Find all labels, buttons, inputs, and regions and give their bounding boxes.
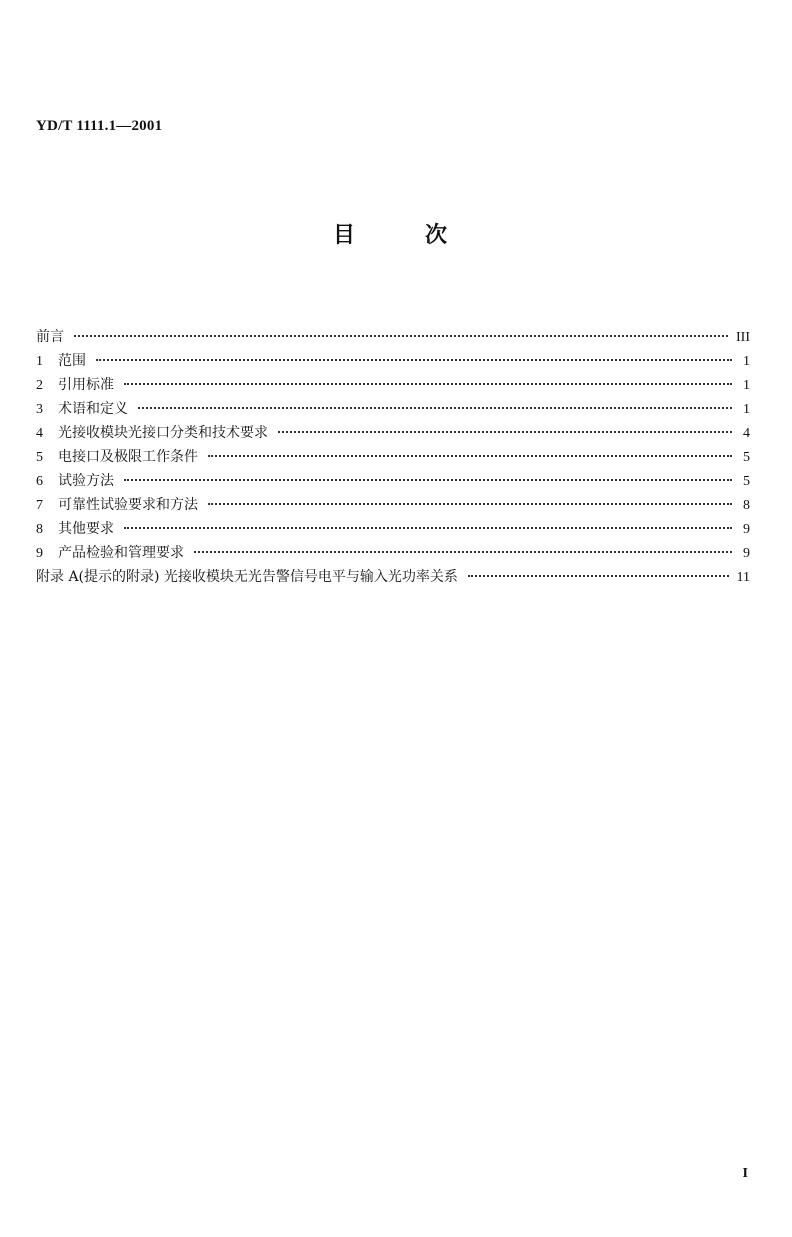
toc-entry-page: 8	[743, 498, 750, 513]
toc-entry-label: 产品检验和管理要求	[58, 545, 184, 561]
toc-entry-number: 2	[36, 378, 43, 393]
toc-entry-label: 术语和定义	[58, 401, 128, 417]
toc-entry-page: 11	[736, 570, 750, 585]
toc-entry[interactable]	[36, 568, 750, 592]
toc-entry[interactable]	[36, 376, 750, 400]
toc-leader	[278, 431, 732, 433]
toc-entry-label: 范围	[58, 353, 86, 369]
toc-entry-number: 1	[36, 354, 43, 369]
toc-entry-page: 9	[743, 546, 750, 561]
toc-entry[interactable]	[36, 520, 750, 544]
toc-leader	[208, 503, 732, 505]
toc-entry-page: III	[736, 330, 750, 345]
toc-entry[interactable]	[36, 400, 750, 424]
toc-entry-page: 5	[743, 450, 750, 465]
toc-entry-label: 附录 A(提示的附录) 光接收模块无光告警信号电平与输入光功率关系	[36, 569, 458, 585]
toc-entry-label: 可靠性试验要求和方法	[58, 497, 198, 513]
toc-leader	[74, 335, 728, 337]
toc-entry[interactable]	[36, 544, 750, 568]
toc-entry-number: 7	[36, 498, 43, 513]
page-number: I	[742, 1166, 748, 1181]
toc-entry-label: 光接收模块光接口分类和技术要求	[58, 425, 268, 441]
toc-entry-page: 1	[743, 354, 750, 369]
toc-entry[interactable]	[36, 472, 750, 496]
toc-leader	[194, 551, 732, 553]
toc-entry-number: 9	[36, 546, 43, 561]
toc-entry-label: 其他要求	[58, 521, 114, 537]
toc-entry[interactable]	[36, 328, 750, 352]
toc-leader	[124, 479, 732, 481]
toc-entry-number: 4	[36, 426, 43, 441]
toc-leader	[96, 359, 732, 361]
toc-list	[36, 328, 750, 592]
toc-entry[interactable]	[36, 448, 750, 472]
toc-entry-label: 引用标准	[58, 377, 114, 393]
toc-title: 目次	[332, 223, 517, 248]
toc-entry-page: 4	[743, 426, 750, 441]
toc-entry-number: 6	[36, 474, 43, 489]
toc-entry-page: 9	[743, 522, 750, 537]
toc-entry[interactable]	[36, 424, 750, 448]
toc-leader	[468, 575, 729, 577]
toc-entry-page: 1	[743, 378, 750, 393]
toc-entry[interactable]	[36, 496, 750, 520]
toc-entry-number: 8	[36, 522, 43, 537]
toc-entry-number: 3	[36, 402, 43, 417]
toc-entry-label: 试验方法	[58, 473, 114, 489]
toc-entry-label: 电接口及极限工作条件	[58, 449, 198, 465]
toc-entry-page: 1	[743, 402, 750, 417]
toc-entry-label: 前言	[36, 329, 64, 345]
toc-leader	[208, 455, 732, 457]
toc-leader	[124, 527, 732, 529]
toc-entry[interactable]	[36, 352, 750, 376]
toc-leader	[124, 383, 732, 385]
toc-entry-number: 5	[36, 450, 43, 465]
toc-leader	[138, 407, 732, 409]
toc-entry-page: 5	[743, 474, 750, 489]
document-code: YD/T 1111.1—2001	[36, 118, 163, 134]
